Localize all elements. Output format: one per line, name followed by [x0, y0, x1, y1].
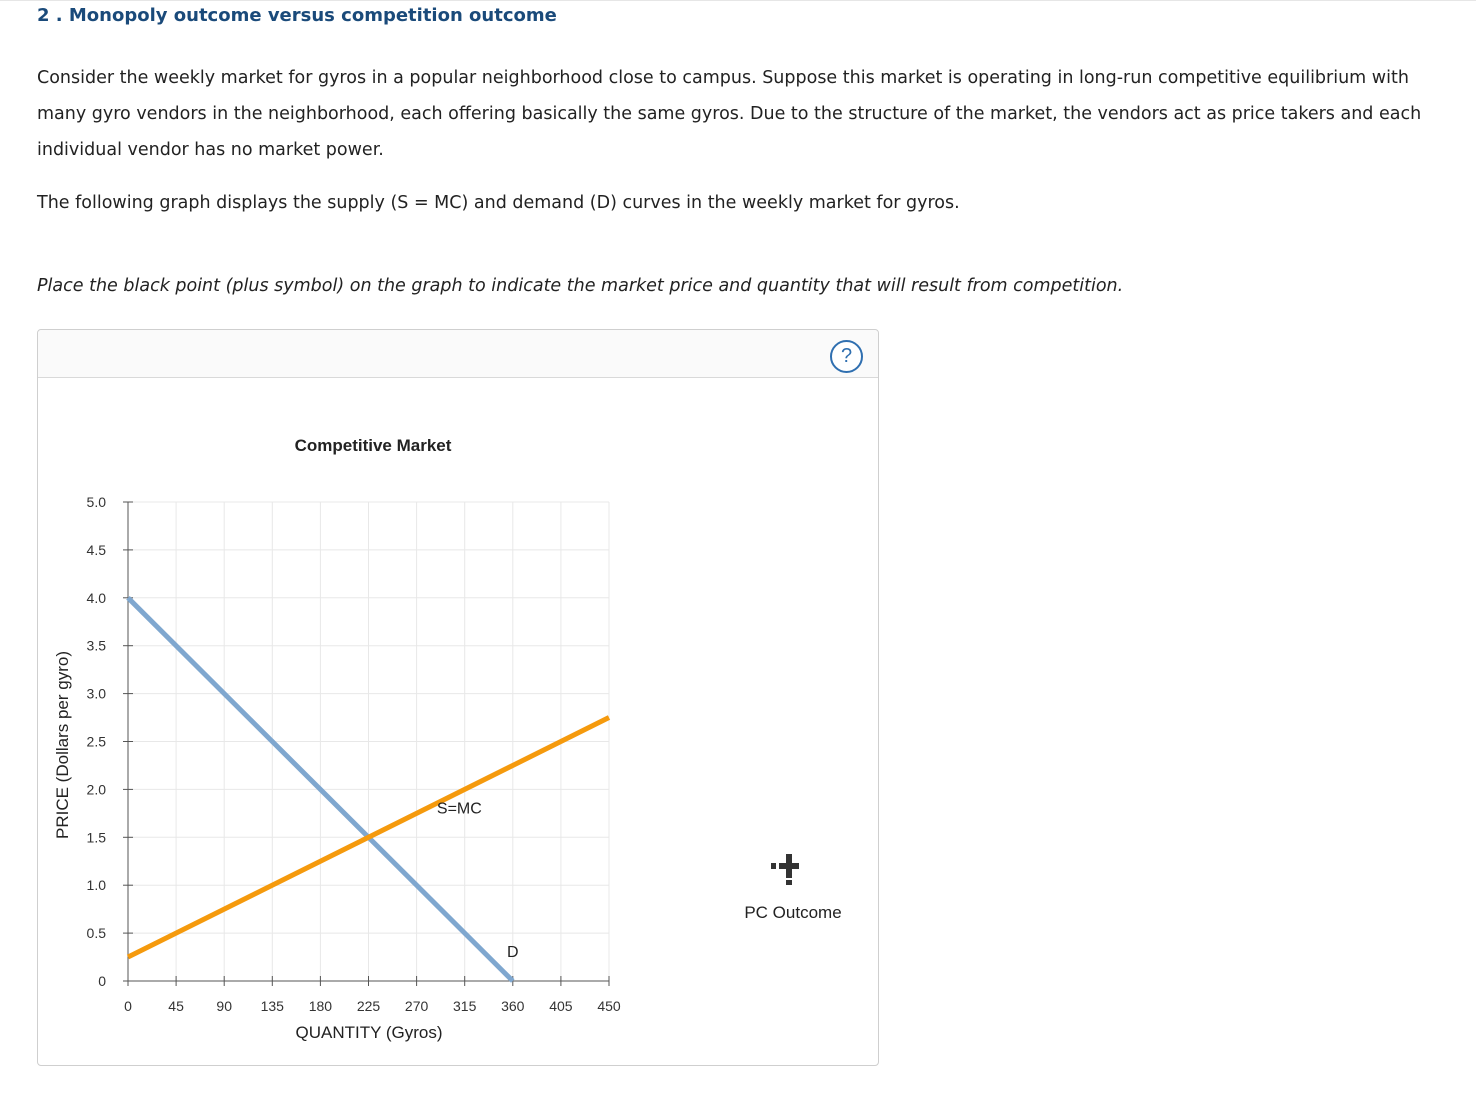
chart[interactable]	[38, 330, 878, 1065]
chart-title: Competitive Market	[294, 436, 452, 455]
x-tick-label: 315	[453, 998, 477, 1014]
y-tick-label: 4.0	[86, 589, 106, 606]
supply-curve-label: S=MC	[436, 800, 482, 818]
y-tick-label: 3.0	[86, 685, 106, 702]
x-tick-label: 270	[404, 998, 429, 1014]
x-tick-label: 90	[216, 998, 232, 1014]
plus-icon[interactable]	[769, 847, 809, 887]
y-tick-label: 1.5	[86, 829, 106, 846]
question-paragraph-2: The following graph displays the supply (S = MC) and demand (D) curves in the weekly market for gyros.	[37, 193, 960, 213]
demand-curve-label: D	[507, 944, 519, 962]
plus-icon-dot-bottom	[786, 880, 792, 885]
y-tick-label: 2.5	[86, 733, 106, 750]
plus-icon-dot-left	[771, 863, 776, 869]
x-tick-label: 225	[356, 998, 381, 1014]
x-tick-label: 0	[124, 998, 132, 1014]
y-tick-label: 4.5	[86, 541, 106, 558]
y-tick-label: 0	[98, 973, 106, 989]
chart-grid	[128, 502, 609, 981]
x-tick-label: 360	[501, 998, 525, 1014]
y-tick-label: 2.0	[86, 781, 106, 798]
y-tick-label: 1.0	[86, 877, 106, 894]
x-axis-label: QUANTITY (Gyros)	[295, 1023, 443, 1042]
question-instruction: Place the black point (plus symbol) on the graph to indicate the market price and quantity that will result from competition.	[37, 276, 1124, 296]
help-icon[interactable]: ?	[830, 340, 863, 373]
x-tick-label: 45	[168, 998, 184, 1014]
y-tick-label: 0.5	[86, 925, 106, 942]
pc-outcome-label: PC Outcome	[744, 903, 842, 922]
y-tick-label: 3.5	[86, 637, 106, 654]
question-paragraph-1: Consider the weekly market for gyros in a popular neighborhood close to campus. Suppose this market is operating in long-run competitive equilibrium with many gyro vendors in the neighborhood, each offering basically the same gyros. Due to the structure of the market, the vendors act as price takers and each individual vendor has no market power.	[37, 68, 1422, 160]
x-tick-label: 180	[308, 998, 333, 1014]
y-axis-label: PRICE (Dollars per gyro)	[53, 651, 72, 839]
top-divider	[0, 0, 1476, 1]
x-tick-label: 450	[597, 998, 621, 1014]
question-title: 2 . Monopoly outcome versus competition outcome	[37, 5, 557, 26]
plus-icon-vertical	[786, 854, 792, 878]
x-tick-label: 135	[260, 998, 284, 1014]
y-tick-label: 5.0	[86, 494, 106, 510]
tool-palette	[733, 845, 853, 935]
x-tick-label: 405	[549, 998, 573, 1014]
graph-panel	[37, 329, 879, 1066]
